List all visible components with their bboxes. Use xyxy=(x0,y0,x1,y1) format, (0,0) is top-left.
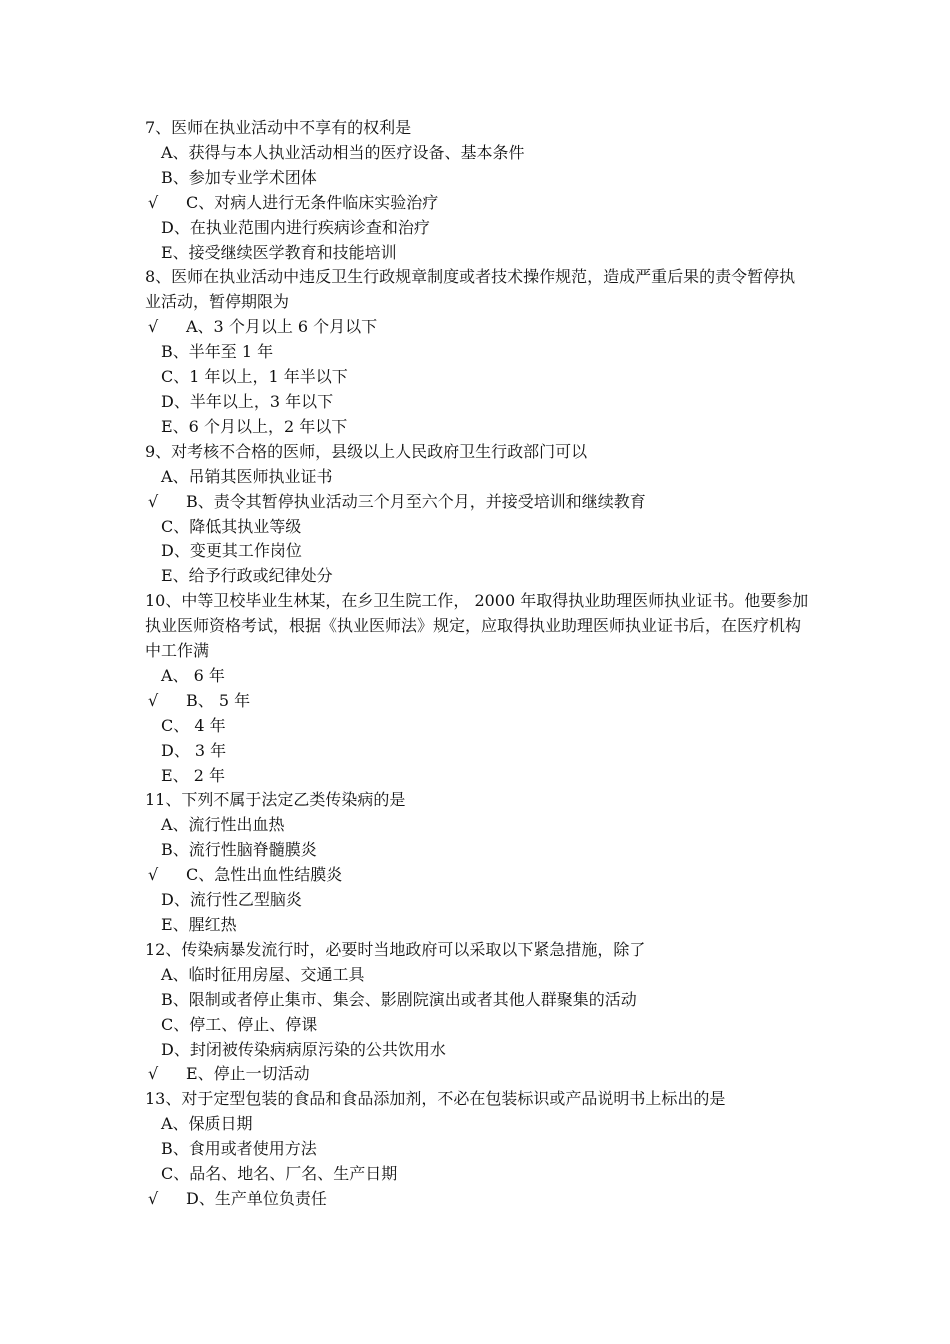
answer-option xyxy=(145,1137,810,1162)
question-stem: 13、对于定型包装的食品和食品添加剂，不必在包装标识或产品说明书上标出的是 xyxy=(145,1089,726,1109)
question-block xyxy=(145,265,810,439)
answer-option xyxy=(145,963,810,988)
option-text: D、在执业范围内进行疾病诊查和治疗 xyxy=(161,217,430,237)
answer-option xyxy=(145,1112,810,1137)
option-text: A、流行性出血热 xyxy=(161,815,285,835)
question-stem: 9、对考核不合格的医师，县级以上人民政府卫生行政部门可以 xyxy=(145,441,588,461)
question-stem: 7、医师在执业活动中不享有的权利是 xyxy=(145,118,412,137)
question-block xyxy=(145,589,810,788)
answer-option xyxy=(145,166,810,191)
option-text: E、接受继续医学教育和技能培训 xyxy=(161,242,397,262)
question-stem: 11、下列不属于法定乙类传染病的是 xyxy=(145,790,406,810)
answer-option-correct xyxy=(145,490,810,515)
question-stem: 10、中等卫校毕业生林某，在乡卫生院工作， 2000 年取得执业助理医师执业证书。他要参加执业医师资格考试，根据《执业医师法》规定，应取得执业助理医师执业证书后，在医疗机构中工作满 xyxy=(145,591,809,661)
option-text: B、限制或者停止集市、集会、影剧院演出或者其他人群聚集的活动 xyxy=(161,989,637,1009)
answer-option xyxy=(145,888,810,913)
option-text: E、6 个月以上，2 年以下 xyxy=(161,416,348,436)
answer-option-correct xyxy=(145,689,810,714)
answer-option xyxy=(145,241,810,266)
option-text: D、生产单位负责任 xyxy=(186,1188,327,1208)
option-text: A、 6 年 xyxy=(161,665,225,685)
option-text: A、3 个月以上 6 个月以下 xyxy=(186,317,378,337)
answer-option xyxy=(145,988,810,1013)
option-text: B、参加专业学术团体 xyxy=(161,167,317,187)
option-text: D、封闭被传染病病原污染的公共饮用水 xyxy=(161,1039,446,1059)
option-text: A、保质日期 xyxy=(161,1114,253,1134)
answer-option xyxy=(145,838,810,863)
answer-option xyxy=(145,539,810,564)
option-text: E、 2 年 xyxy=(161,765,226,785)
answer-option-correct xyxy=(145,315,810,340)
answer-option xyxy=(145,1013,810,1038)
option-text: D、流行性乙型脑炎 xyxy=(161,890,302,910)
answer-option-correct xyxy=(145,191,810,216)
answer-option xyxy=(145,739,810,764)
answer-option xyxy=(145,564,810,589)
question-list xyxy=(145,116,810,1212)
option-text: C、对病人进行无条件临床实验治疗 xyxy=(186,192,439,212)
question-block xyxy=(145,116,810,265)
answer-option xyxy=(145,913,810,938)
option-text: D、变更其工作岗位 xyxy=(161,541,302,561)
option-text: C、降低其执业等级 xyxy=(161,516,302,536)
option-text: B、半年至 1 年 xyxy=(161,342,274,362)
answer-option xyxy=(145,390,810,415)
answer-option xyxy=(145,1162,810,1187)
answer-option-correct xyxy=(145,1187,810,1212)
question-block xyxy=(145,1087,810,1212)
option-text: D、 3 年 xyxy=(161,740,227,760)
question-block xyxy=(145,440,810,589)
check-mark-icon: √ xyxy=(148,1188,159,1208)
option-text: B、食用或者使用方法 xyxy=(161,1139,317,1159)
answer-option xyxy=(145,365,810,390)
option-text: A、吊销其医师执业证书 xyxy=(161,466,333,486)
answer-option xyxy=(145,340,810,365)
question-stem: 8、医师在执业活动中违反卫生行政规章制度或者技术操作规范，造成严重后果的责令暂停执业活动，暂停期限为 xyxy=(145,267,796,312)
option-text: C、品名、地名、厂名、生产日期 xyxy=(161,1164,398,1184)
option-text: E、腥红热 xyxy=(161,915,237,934)
option-text: A、临时征用房屋、交通工具 xyxy=(161,964,365,984)
question-block xyxy=(145,788,810,937)
question-block xyxy=(145,938,810,1087)
option-text: D、半年以上，3 年以下 xyxy=(161,391,334,411)
answer-option xyxy=(145,1038,810,1063)
check-mark-icon: √ xyxy=(148,491,159,511)
answer-option xyxy=(145,415,810,440)
answer-option xyxy=(145,141,810,166)
option-text: E、给予行政或纪律处分 xyxy=(161,566,333,586)
answer-option xyxy=(145,216,810,241)
answer-option xyxy=(145,764,810,789)
answer-option-correct xyxy=(145,863,810,888)
answer-option xyxy=(145,465,810,490)
answer-option xyxy=(145,664,810,689)
option-text: C、停工、停止、停课 xyxy=(161,1014,318,1034)
check-mark-icon: √ xyxy=(148,192,159,212)
option-text: C、 4 年 xyxy=(161,715,226,735)
option-text: E、停止一切活动 xyxy=(186,1064,310,1084)
option-text: B、流行性脑脊髓膜炎 xyxy=(161,840,317,860)
option-text: C、急性出血性结膜炎 xyxy=(186,865,343,885)
option-text: A、获得与本人执业活动相当的医疗设备、基本条件 xyxy=(161,142,525,162)
option-text: B、责令其暂停执业活动三个月至六个月，并接受培训和继续教育 xyxy=(186,491,646,511)
question-stem: 12、传染病暴发流行时，必要时当地政府可以采取以下紧急措施，除了 xyxy=(145,939,646,959)
answer-option xyxy=(145,515,810,540)
check-mark-icon: √ xyxy=(148,690,159,710)
answer-option xyxy=(145,714,810,739)
option-text: B、 5 年 xyxy=(186,690,251,710)
option-text: C、1 年以上，1 年半以下 xyxy=(161,367,348,387)
check-mark-icon: √ xyxy=(148,1064,159,1084)
check-mark-icon: √ xyxy=(148,865,159,885)
answer-option-correct xyxy=(145,1062,810,1087)
check-mark-icon: √ xyxy=(148,317,159,337)
answer-option xyxy=(145,813,810,838)
